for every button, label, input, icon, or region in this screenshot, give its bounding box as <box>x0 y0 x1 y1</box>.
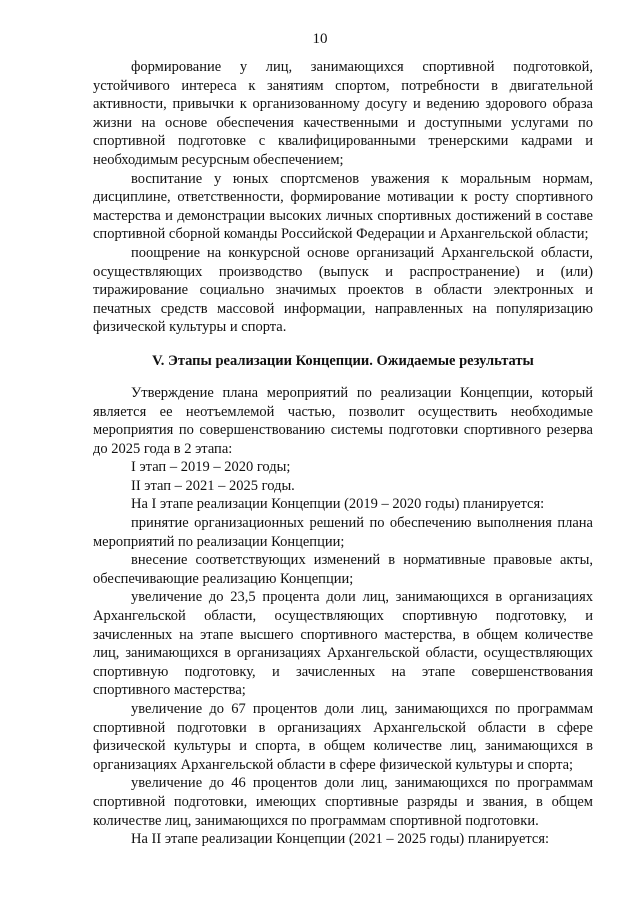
paragraph: принятие организационных решений по обеспечению выполнения плана мероприятий по реализации Концепции; <box>93 515 593 550</box>
paragraph: увеличение до 23,5 процента доли лиц, занимающихся в организациях Архангельской области, осуществляющих спортивную подготовку, и зачисленных на этапе высшего спортивного мастерства, в общем количестве лиц, занимающихся в организациях Архангельской области, осуществляющих спортивную подготовку, и зачисленных на этапе совершенствования спортивного мастерства; <box>93 589 593 699</box>
paragraph: внесение соответствующих изменений в нормативные правовые акты, обеспечивающие реализацию Концепции; <box>93 552 593 587</box>
paragraph: На II этапе реализации Концепции (2021 – 2025 годы) планируется: <box>131 831 550 848</box>
page-number: 10 <box>312 31 328 47</box>
paragraph: формирование у лиц, занимающихся спортивной подготовкой, устойчивого интереса к занятиям спортом, потребности в двигательной активности, привычки к организованному досугу и ведению здорового образа жизни на основе обеспечения качественными и доступными услугами по спортивной подготовке с квалифицированными тренерскими кадрами и необходимым ресурсным обеспечением; <box>93 59 593 168</box>
paragraph: Утверждение плана мероприятий по реализации Концепции, который является ее неотъемлемой частью, позволит осуществить необходимые мероприятия по совершенствованию системы подготовки спортивного резерва до 2025 года в 2 этапа: <box>93 384 593 457</box>
paragraph: увеличение до 46 процентов доли лиц, занимающихся по программам спортивной подготовки, имеющих спортивные разряды и звания, в общем количестве лиц, занимающихся по программам спортивной подготовки. <box>93 775 593 829</box>
document-body <box>93 58 593 849</box>
paragraph: I этап – 2019 – 2020 годы; <box>131 459 291 476</box>
paragraph: воспитание у юных спортсменов уважения к моральным нормам, дисциплине, ответственности, формирование мотивации к росту спортивного мастерства и демонстрации высоких личных спортивных достижений в составе спортивной сборной команды Российской Федерации и Архангельской области; <box>93 170 593 243</box>
paragraph: На I этапе реализации Концепции (2019 – 2020 годы) планируется: <box>131 496 545 513</box>
paragraph: II этап – 2021 – 2025 годы. <box>131 477 295 494</box>
paragraph: поощрение на конкурсной основе организаций Архангельской области, осуществляющих производство (выпуск и распространение) и (или) тиражирование социально значимых проектов в области электронных и печатных средств массовой информации, направленных на популяризацию физической культуры и спорта. <box>93 244 593 336</box>
section-title: V. Этапы реализации Концепции. Ожидаемые результаты <box>152 352 534 369</box>
paragraph: увеличение до 67 процентов доли лиц, занимающихся по программам спортивной подготовки в организациях Архангельской области в сфере физической культуры и спорта, в общем количестве лиц, занимающихся в организациях Архангельской области в сфере физической культуры и спорта; <box>93 701 593 773</box>
